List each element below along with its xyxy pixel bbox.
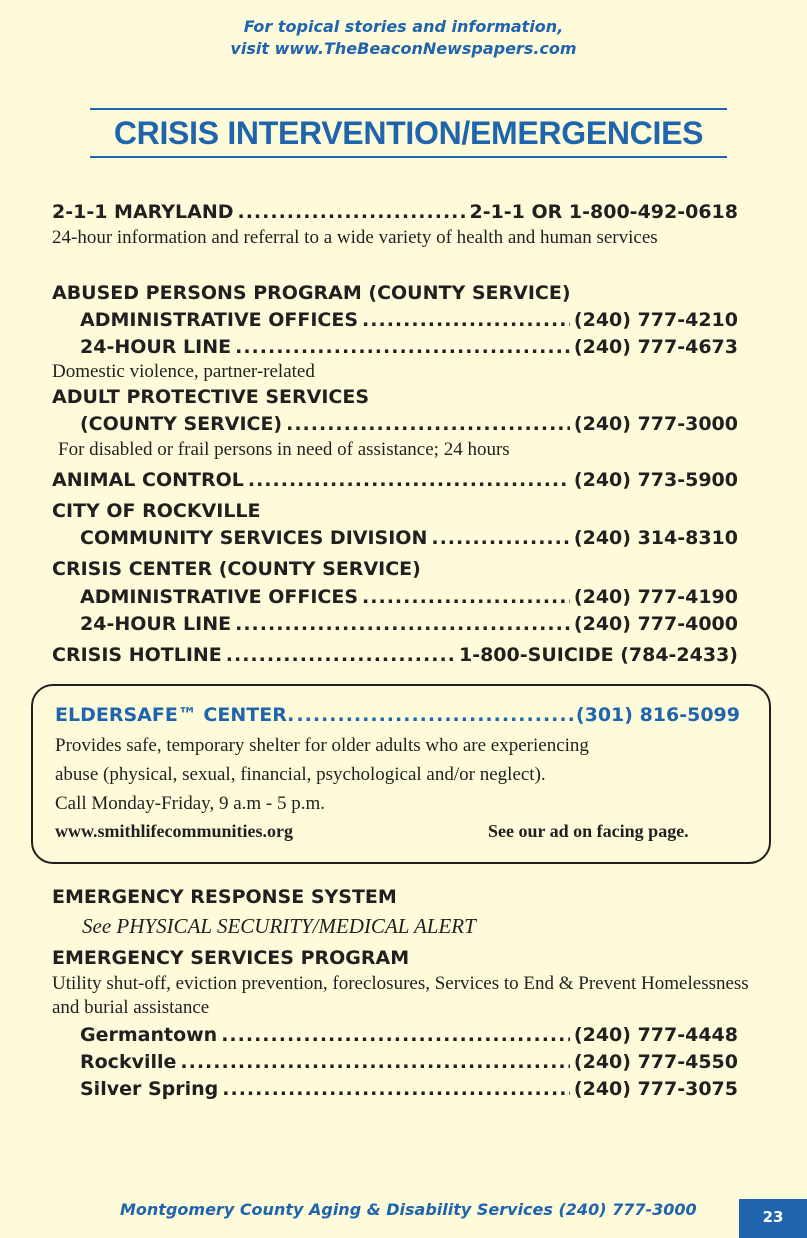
- eldersafe-description-line: abuse (physical, sexual, financial, psychological and/or neglect).: [55, 764, 546, 785]
- website-note-line1: For topical stories and information,: [243, 17, 564, 36]
- listing-description: Domestic violence, partner-related: [52, 361, 315, 382]
- listing-heading-emergency-response: EMERGENCY RESPONSE SYSTEM: [52, 886, 397, 908]
- dot-leader: [235, 334, 570, 360]
- listing-name: (COUNTY SERVICE): [80, 413, 283, 435]
- dot-leader: [235, 611, 570, 637]
- page-title: CRISIS INTERVENTION/EMERGENCIES: [113, 115, 704, 151]
- listing-name: 24-HOUR LINE: [80, 613, 232, 635]
- listing-abused-24hour: [80, 334, 738, 360]
- listing-heading-emergency-services: EMERGENCY SERVICES PROGRAM: [52, 947, 410, 969]
- listing-phone: (240) 777-4000: [573, 613, 738, 635]
- listing-phone: (240) 777-3000: [573, 413, 738, 435]
- website-note-line2: visit www.TheBeaconNewspapers.com: [230, 39, 577, 58]
- eldersafe-hours: Call Monday-Friday, 9 a.m - 5 p.m.: [55, 793, 326, 814]
- listing-heading-rockville: CITY OF ROCKVILLE: [52, 500, 261, 522]
- listing-description: Utility shut-off, eviction prevention, foreclosures, Services to End & Prevent Homelessness and burial assistance: [52, 973, 749, 1018]
- listing-phone: (301) 816-5099: [575, 704, 740, 726]
- eldersafe-description-line: Provides safe, temporary shelter for older adults who are experiencing: [55, 735, 589, 756]
- eldersafe-listing: [55, 701, 740, 729]
- dot-leader: [362, 307, 570, 333]
- listing-name: Germantown: [80, 1024, 218, 1046]
- listing-phone: (240) 773-5900: [573, 469, 738, 491]
- listing-description: 24-hour information and referral to a wide variety of health and human services: [52, 227, 658, 248]
- listing-name: ELDERSAFE™ CENTER.: [55, 704, 295, 726]
- dot-leader: [221, 1022, 570, 1048]
- listing-crisis-hotline: [52, 642, 738, 668]
- listing-phone: (240) 777-3075: [573, 1078, 738, 1100]
- listing-abused-admin: [80, 307, 738, 333]
- listing-adult-protective: [80, 411, 738, 437]
- listing-phone: (240) 777-4673: [573, 336, 738, 358]
- listing-phone: 2-1-1 OR 1-800-492-0618: [469, 201, 738, 223]
- dot-leader: [238, 199, 466, 225]
- page-number: 23: [739, 1199, 807, 1238]
- listing-phone: (240) 777-4448: [573, 1024, 738, 1046]
- website-note: [0, 16, 807, 60]
- dot-leader: [180, 1049, 570, 1075]
- dot-leader: [248, 467, 570, 493]
- listing-phone: (240) 777-4210: [573, 309, 738, 331]
- eldersafe-website-link[interactable]: www.smithlifecommunities.org: [55, 821, 293, 841]
- listing-name: 24-HOUR LINE: [80, 336, 232, 358]
- listing-heading-adult-protective: ADULT PROTECTIVE SERVICES: [52, 386, 370, 408]
- listing-name: ANIMAL CONTROL: [52, 469, 244, 491]
- listing-phone: 1-800-SUICIDE (784-2433): [458, 644, 738, 666]
- listing-phone: (240) 777-4550: [573, 1051, 738, 1073]
- listing-location-rockville: [80, 1049, 738, 1075]
- listing-heading-abused-persons: ABUSED PERSONS PROGRAM (COUNTY SERVICE): [52, 282, 571, 304]
- listing-crisis-24hour: [80, 611, 738, 637]
- dot-leader: [362, 584, 570, 610]
- dot-leader: [286, 411, 570, 437]
- listing-phone: (240) 777-4190: [573, 586, 738, 608]
- section-title-rule: [90, 108, 727, 158]
- listing-name: 2-1-1 MARYLAND: [52, 201, 234, 223]
- listing-location-silver-spring: [80, 1076, 738, 1102]
- listing-name: ADMINISTRATIVE OFFICES: [80, 586, 359, 608]
- listing-name: CRISIS HOTLINE: [52, 644, 222, 666]
- listing-phone: (240) 314-8310: [573, 527, 738, 549]
- listing-heading-crisis-center: CRISIS CENTER (COUNTY SERVICE): [52, 558, 421, 580]
- cross-reference: See PHYSICAL SECURITY/MEDICAL ALERT: [82, 914, 476, 938]
- listing-name: ADMINISTRATIVE OFFICES: [80, 309, 359, 331]
- dot-leader: [296, 701, 574, 729]
- dot-leader: [222, 1076, 570, 1102]
- listing-description: For disabled or frail persons in need of assistance; 24 hours: [58, 439, 510, 460]
- listing-name: Rockville: [80, 1051, 177, 1073]
- listing-rockville-community: [80, 525, 738, 551]
- dot-leader: [226, 642, 455, 668]
- listing-name: COMMUNITY SERVICES DIVISION: [80, 527, 428, 549]
- listing-name: Silver Spring: [80, 1078, 219, 1100]
- listing-animal-control: [52, 467, 738, 493]
- listing-crisis-admin: [80, 584, 738, 610]
- footer-agency-line: Montgomery County Aging & Disability Services (240) 777-3000: [120, 1200, 697, 1219]
- dot-leader: [431, 525, 570, 551]
- listing-location-germantown: [80, 1022, 738, 1048]
- eldersafe-ad-note: See our ad on facing page.: [488, 821, 689, 841]
- listing-211-maryland: [52, 199, 738, 225]
